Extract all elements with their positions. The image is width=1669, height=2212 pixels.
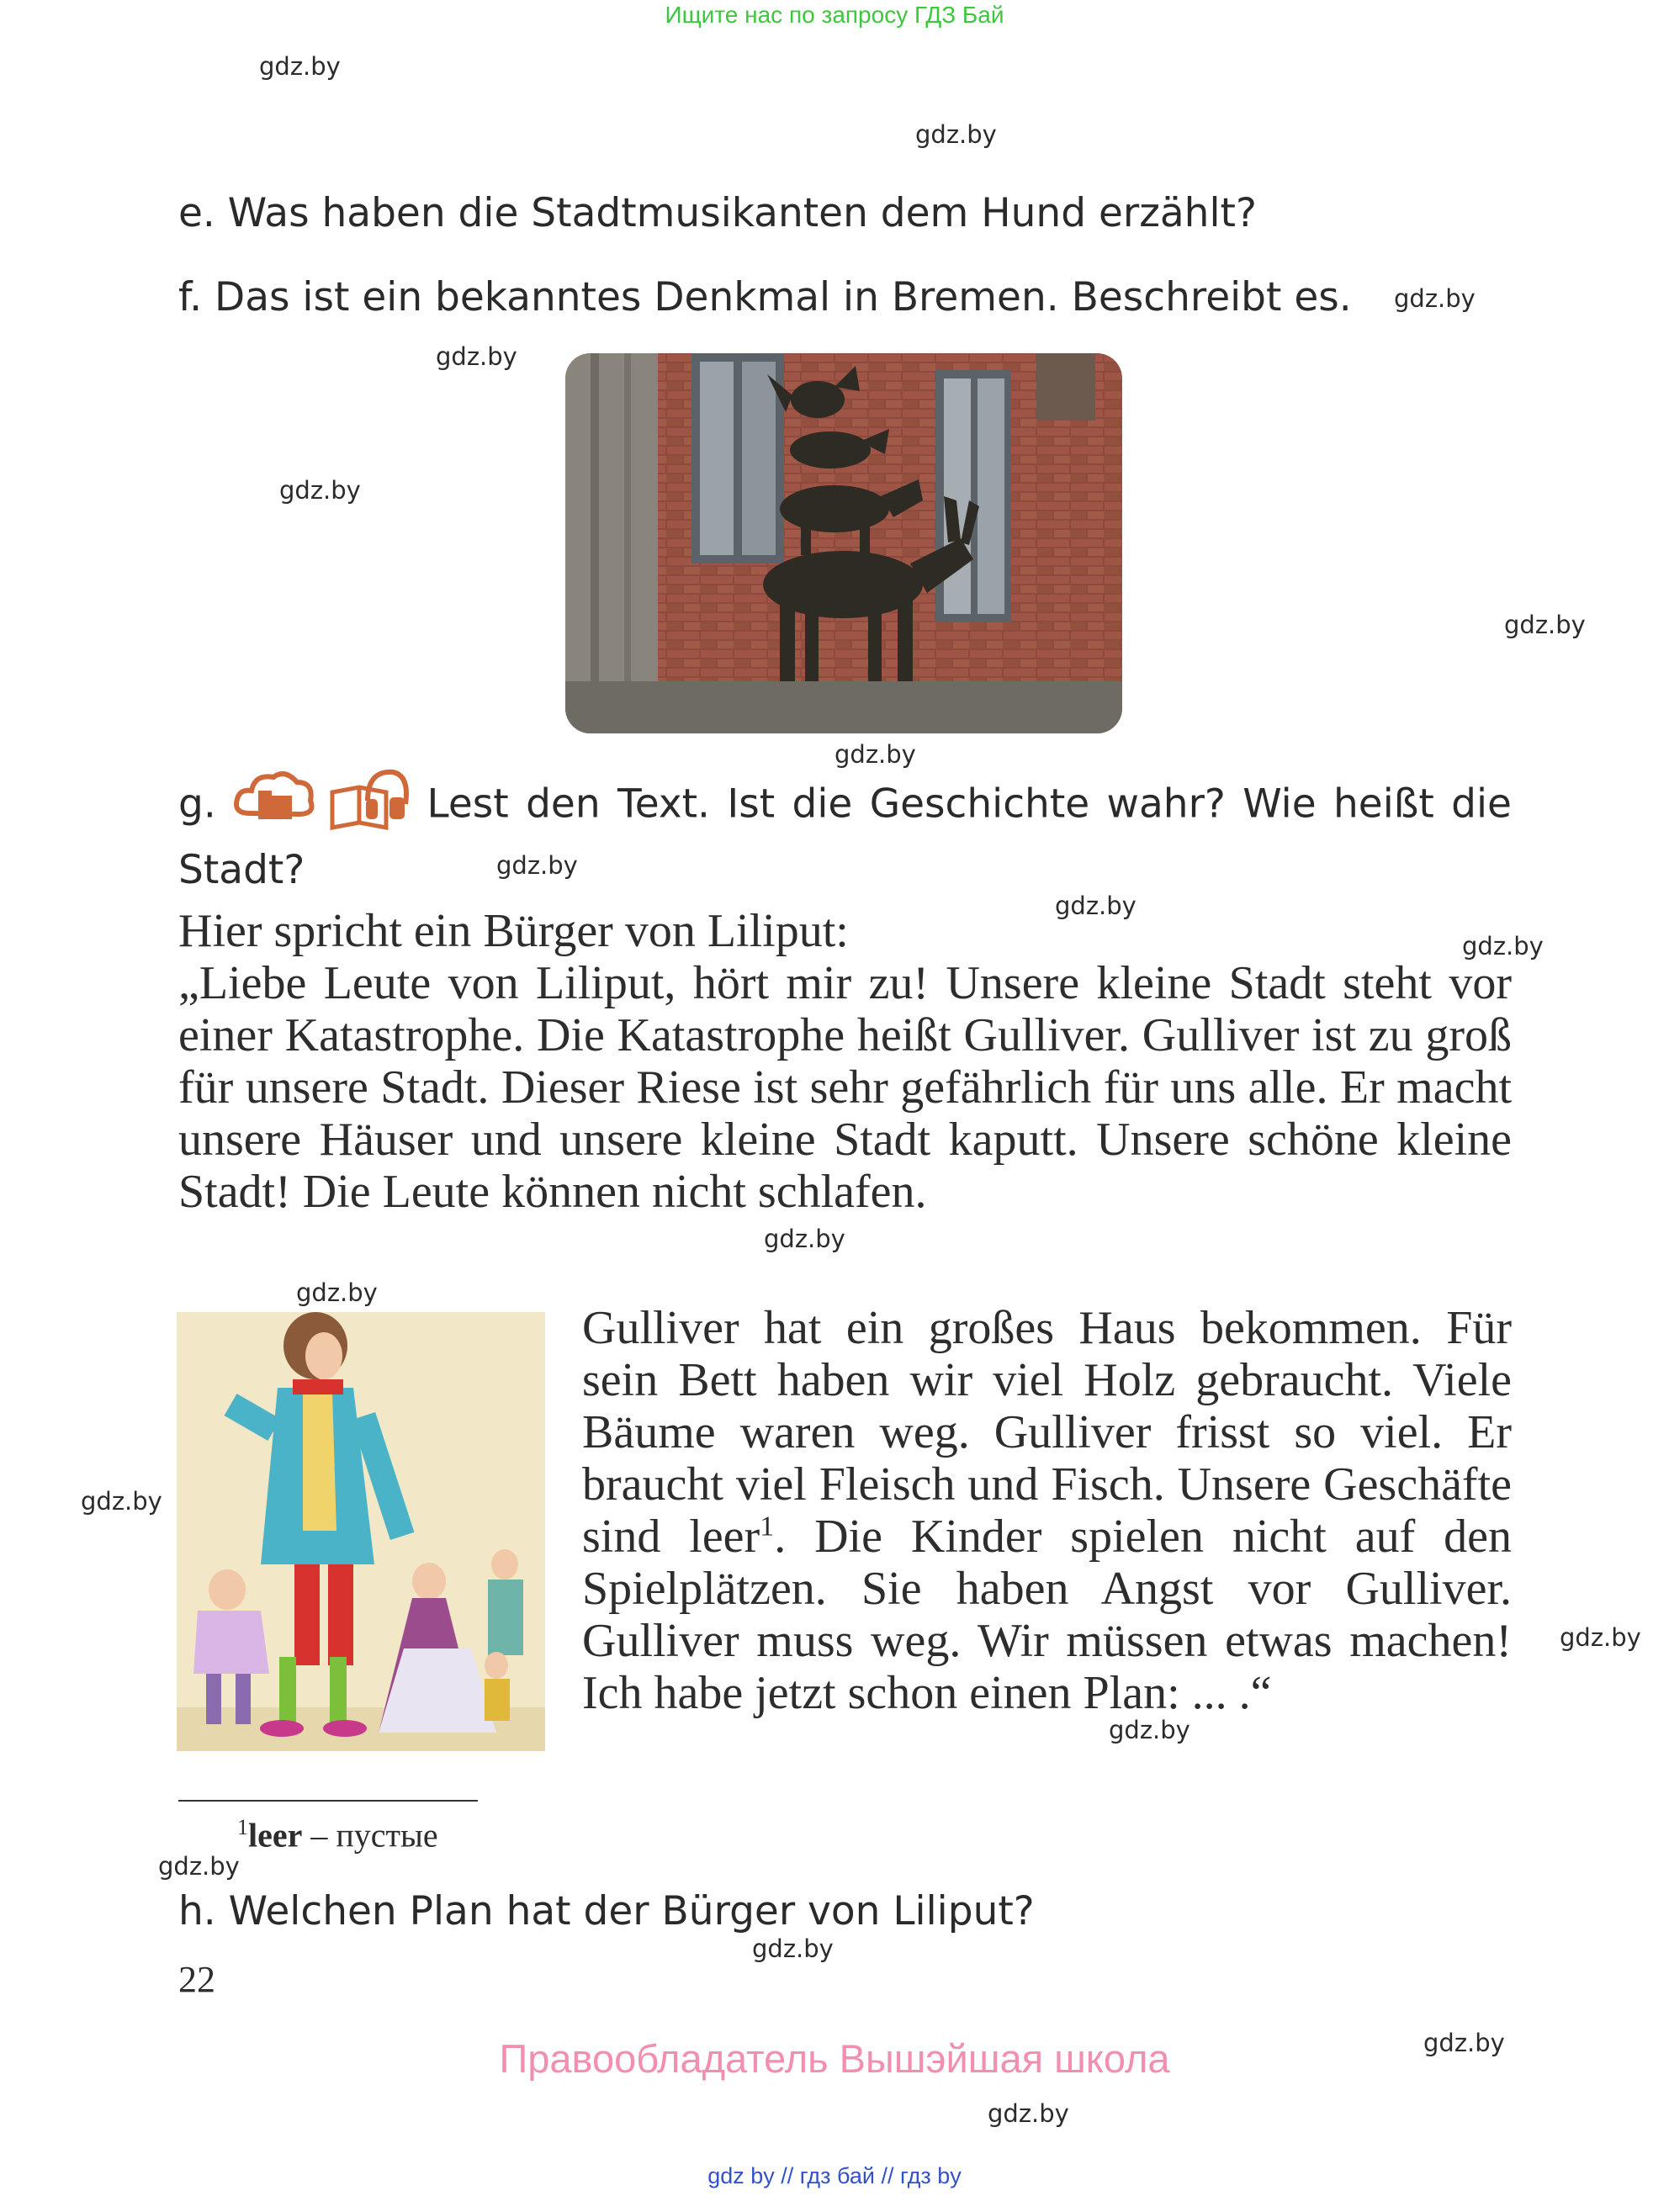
book-headphones-icon bbox=[332, 772, 406, 828]
cloud-folder-icon bbox=[236, 774, 312, 819]
footnote bbox=[237, 1815, 438, 1855]
footnote-mark: 1 bbox=[237, 1815, 248, 1839]
watermark: gdz.by bbox=[158, 1852, 240, 1881]
watermark: gdz.by bbox=[1109, 1716, 1190, 1744]
watermark: gdz.by bbox=[1423, 2029, 1505, 2057]
bremen-monument-photo bbox=[565, 353, 1122, 733]
watermark: gdz.by bbox=[1462, 932, 1544, 960]
gulliver-illustration bbox=[177, 1312, 545, 1751]
task-e: e. Was haben die Stadtmusikanten dem Hund erzählt? bbox=[178, 190, 1257, 236]
page-number: 22 bbox=[178, 1959, 215, 2000]
watermark: gdz.by bbox=[764, 1225, 845, 1253]
task-g-letter: g. bbox=[178, 781, 216, 828]
watermark: gdz.by bbox=[279, 476, 361, 505]
paragraph-1: „Liebe Leute von Liliput, hört mir zu! Unsere kleine Stadt steht vor einer Katastrophe. Die Katastrophe heißt Gulliver. Gulliver ist zu groß für unsere Stadt. Dieser Riese ist sehr gefährlich für uns alle. Er macht unsere Häuser und unsere kleine Stadt kaputt. Unsere schöne kleine Stadt! Die Leute können nicht schlafen. bbox=[178, 957, 1512, 1218]
task-h: h. Welchen Plan hat der Bürger von Liliput? bbox=[178, 1888, 1035, 1934]
paragraph-2-part-2: . Die Kinder spielen nicht auf den Spielplätzen. Sie haben Angst vor Gulliver. Gulliver muss weg. Wir müssen etwas machen! Ich habe jetzt schon einen Plan: ... .“ bbox=[582, 1511, 1512, 1719]
watermark: gdz.by bbox=[436, 342, 517, 371]
watermark: gdz.by bbox=[496, 851, 578, 880]
watermark: gdz.by bbox=[1504, 611, 1586, 639]
watermark: gdz.by bbox=[296, 1278, 378, 1307]
footnote-translation: – пустые bbox=[302, 1816, 438, 1855]
watermark: gdz.by bbox=[834, 740, 916, 769]
intro-line: Hier spricht ein Bürger von Liliput: bbox=[178, 905, 849, 957]
bottom-links[interactable]: gdz by // гдз бай // гдз by bbox=[707, 2163, 962, 2188]
watermark: gdz.by bbox=[1560, 1623, 1641, 1652]
watermark: gdz.by bbox=[259, 52, 341, 81]
footnote-ref: 1 bbox=[760, 1511, 775, 1543]
footnote-divider bbox=[178, 1800, 478, 1802]
footnote-word: leer bbox=[248, 1816, 303, 1855]
watermark: gdz.by bbox=[1394, 284, 1476, 313]
watermark: gdz.by bbox=[988, 2099, 1069, 2128]
paragraph-2 bbox=[582, 1302, 1512, 1719]
paragraph-2-part-1: Gulliver hat ein großes Haus bekommen. Für sein Bett haben wir viel Holz gebraucht. Viele Bäume waren weg. Gulliver frisst so viel. Er braucht viel Fleisch und Fisch. Unsere Geschäfte sind leer bbox=[582, 1302, 1512, 1563]
task-g-text: Lest den Text. Ist die Geschichte wahr? Wie heißt die Stadt? bbox=[178, 781, 1512, 893]
task-g bbox=[178, 767, 1512, 895]
task-g-icons bbox=[233, 767, 410, 846]
watermark: gdz.by bbox=[81, 1487, 162, 1516]
copyright-owner: Правообладатель Вышэйшая школа bbox=[499, 2036, 1170, 2081]
watermark: gdz.by bbox=[752, 1934, 834, 1963]
task-f: f. Das ist ein bekanntes Denkmal in Bremen. Beschreibt es. bbox=[178, 274, 1352, 320]
watermark: gdz.by bbox=[1055, 892, 1137, 920]
watermark: gdz.by bbox=[915, 120, 997, 149]
top-banner[interactable]: Ищите нас по запросу ГДЗ Бай bbox=[665, 2, 1004, 28]
